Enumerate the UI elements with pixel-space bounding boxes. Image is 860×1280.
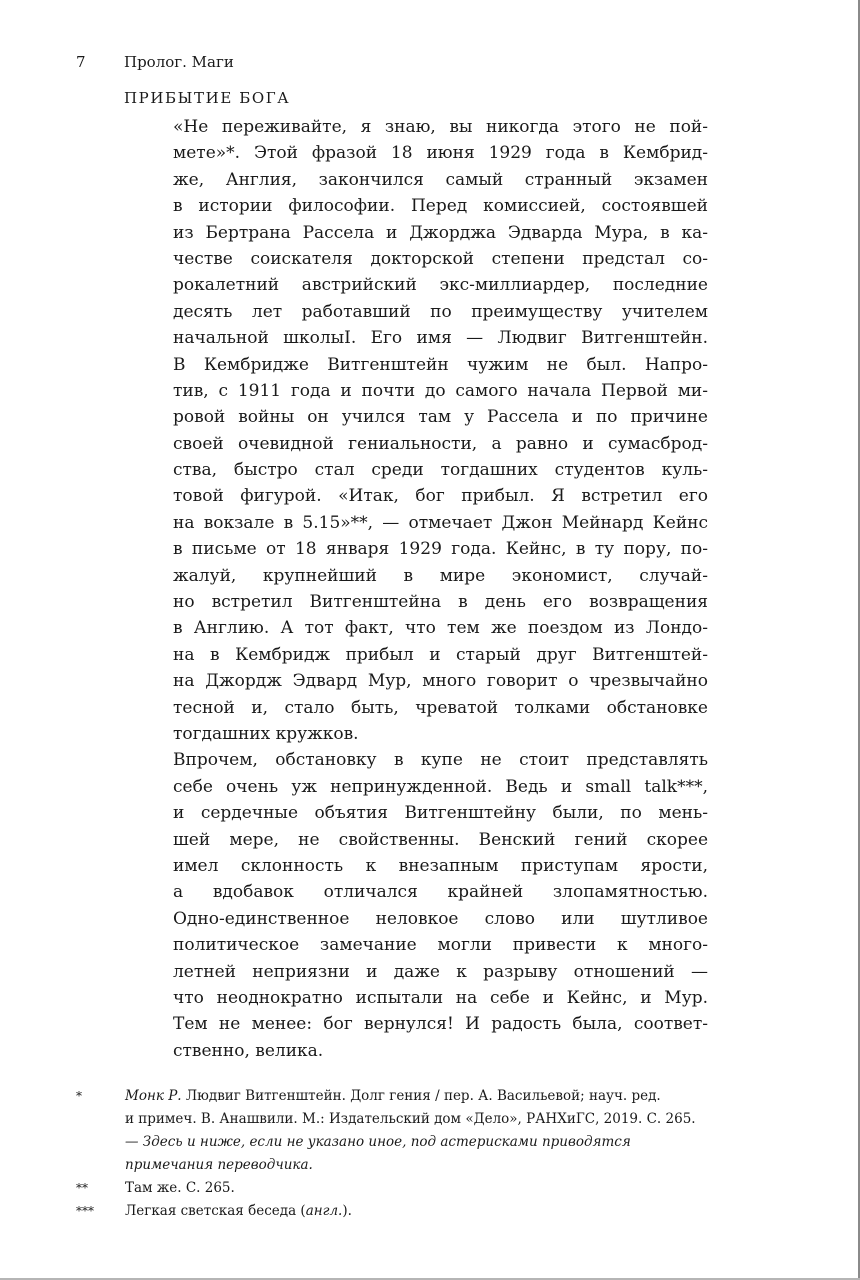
footnote-line xyxy=(125,1200,736,1223)
body-line: Тем не менее: бог вернулся! И радость была, соответ- xyxy=(173,1014,708,1035)
body-line: имел склонность к внезапным приступам ярости, xyxy=(173,855,708,876)
footnote-language: англ. xyxy=(305,1203,343,1219)
body-line: в письме от 18 января 1929 года. Кейнс, в ту пору, по- xyxy=(173,539,708,560)
body-line: и сердечные объятия Витгенштейну были, по мень- xyxy=(173,803,708,824)
footnotes xyxy=(76,1085,736,1223)
footnote-line xyxy=(125,1154,736,1177)
body-line: Одно-единственное неловкое слово или шутливое xyxy=(173,908,708,929)
footnote-text: ). xyxy=(342,1203,352,1219)
footnote-text: Легкая светская беседа ( xyxy=(125,1203,306,1219)
footnote-line xyxy=(125,1131,736,1154)
body-line: шей мере, не свойственны. Венский гений скорее xyxy=(173,829,708,850)
footnote-mark: *** xyxy=(76,1204,94,1218)
body-line: ства, быстро стал среди тогдашних студентов куль- xyxy=(173,460,708,481)
body-line: «Не переживайте, я знаю, вы никогда этого не пой- xyxy=(173,117,708,137)
running-header xyxy=(76,52,234,72)
body-line: что неоднократно испытали на себе и Кейнс, и Мур. xyxy=(173,987,708,1008)
body-line: на в Кембридж прибыл и старый друг Витгенштей- xyxy=(173,644,708,665)
footnote-author: Монк Р. xyxy=(125,1088,182,1104)
footnote-text: Там же. С. 265. xyxy=(125,1180,235,1196)
footnote-translator-note: примечания переводчика. xyxy=(125,1157,313,1173)
footnote-mark: ** xyxy=(76,1181,88,1195)
body-line: ровой войны он учился там у Рассела и по причине xyxy=(173,407,708,428)
body-line: Впрочем, обстановку в купе не стоит представлять xyxy=(173,750,708,771)
body-line: ственно, велика. xyxy=(173,1040,324,1061)
body-line: политическое замечание могли привести к много- xyxy=(173,935,708,956)
body-line: жалуй, крупнейший в мире экономист, случай- xyxy=(173,565,708,586)
footnote-line xyxy=(125,1085,736,1108)
body-line: тив, с 1911 года и почти до самого начала Первой ми- xyxy=(173,380,708,401)
footnote-3 xyxy=(76,1200,736,1223)
body-line: тесной и, стало быть, чреватой толками обстановке xyxy=(173,697,708,718)
body-line: себе очень уж непринужденной. Ведь и small talk***, xyxy=(173,776,708,797)
footnote-mark: * xyxy=(76,1089,82,1103)
body-line: в Англию. А тот факт, что тем же поездом из Лондо- xyxy=(173,618,708,639)
body-line: начальной школыI. Его имя — Людвиг Витгенштейн. xyxy=(173,328,708,349)
body-text xyxy=(173,114,708,1064)
footnote-translator-note: — Здесь и ниже, если не указано иное, под астерисками приводятся xyxy=(125,1134,631,1150)
footnote-1 xyxy=(76,1085,736,1177)
body-line: честве соискателя докторской степени предстал со- xyxy=(173,248,708,269)
footnote-2 xyxy=(76,1177,736,1200)
body-line: из Бертрана Рассела и Джорджа Эдварда Мура, в ка- xyxy=(173,222,708,243)
page-number: 7 xyxy=(76,53,86,71)
body-line: тогдашних кружков. xyxy=(173,723,359,744)
section-title: ПРИБЫТИЕ БОГА xyxy=(124,89,291,107)
body-line: десять лет работавший по преимуществу учителем xyxy=(173,301,708,322)
running-title: Пролог. Маги xyxy=(124,53,234,71)
body-line: в истории философии. Перед комиссией, состоявшей xyxy=(173,196,708,217)
body-line: товой фигурой. «Итак, бог прибыл. Я встретил его xyxy=(173,486,708,507)
body-line: а вдобавок отличался крайней злопамятностью. xyxy=(173,882,708,903)
body-line: мете»*. Этой фразой 18 июня 1929 года в Кембрид- xyxy=(173,143,708,164)
body-line: на вокзале в 5.15»**, — отмечает Джон Мейнард Кейнс xyxy=(173,512,708,533)
body-line: своей очевидной гениальности, а равно и сумасброд- xyxy=(173,433,708,454)
body-line: но встретил Витгенштейна в день его возвращения xyxy=(173,592,708,613)
body-line: же, Англия, закончился самый странный экзамен xyxy=(173,169,708,190)
body-line: на Джордж Эдвард Мур, много говорит о чрезвычайно xyxy=(173,671,708,692)
footnote-text: Людвиг Витгенштейн. Долг гения / пер. А. Васильевой; науч. ред. xyxy=(181,1088,661,1104)
footnote-line: и примеч. В. Анашвили. М.: Издательский дом «Дело», РАНХиГС, 2019. С. 265. xyxy=(125,1111,696,1127)
body-line: В Кембридже Витгенштейн чужим не был. Напро- xyxy=(173,354,708,375)
body-line: летней неприязни и даже к разрыву отношений — xyxy=(173,961,708,982)
body-line: рокалетний австрийский экс-миллиардер, последние xyxy=(173,275,708,296)
